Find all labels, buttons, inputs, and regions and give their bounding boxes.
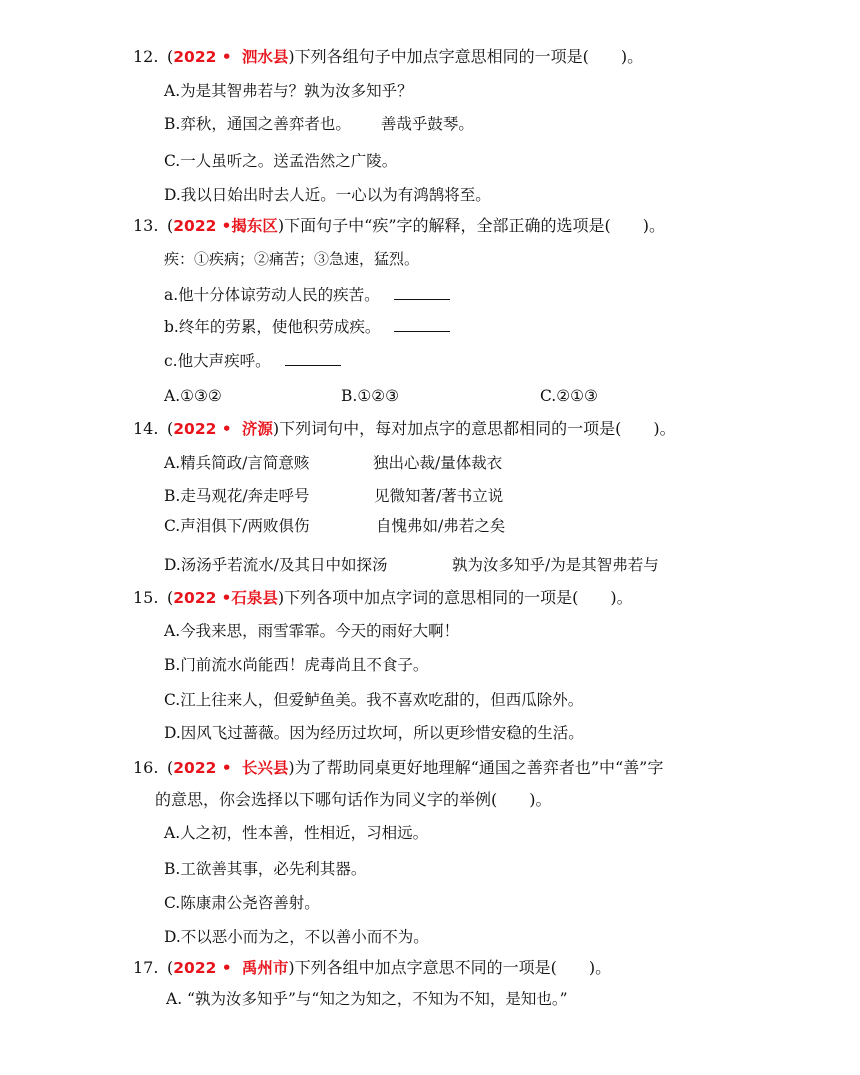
question-source-place: •揭东区 (221, 217, 278, 235)
choice-b: B.①②③ (341, 387, 400, 405)
question-text: 下列各组句子中加点字意思相同的一项是( )。 (294, 47, 644, 66)
question-source-place: 济源 (241, 420, 273, 438)
option-b-part2: 见微知著/著书立说 (374, 487, 504, 505)
question-number: 13. (133, 216, 159, 235)
question-source-year: 2022 • (173, 959, 232, 977)
question-number: 14. (133, 419, 159, 438)
question-16-stem: 16. (2022 • 长兴县)为了帮助同桌更好地理解“通国之善弈者也”中“善”字 (133, 758, 664, 777)
option-a: A. “孰为汝多知乎”与“知之为知之，不知为不知，是知也。” (166, 990, 568, 1008)
question-source-year: 2022 • (173, 420, 232, 438)
option-d: D.不以恶小而为之，不以善小而不为。 (164, 928, 429, 946)
option-b: B.走马观花/奔走呼号 (164, 487, 310, 505)
question-15-stem: 15. (2022 •石泉县)下列各项中加点字词的意思相同的一项是( )。 (133, 588, 633, 607)
question-source-place: 长兴县 (241, 759, 289, 777)
question-source-place: •石泉县 (221, 589, 278, 607)
option-b (164, 113, 474, 135)
question-13-stem: 13. (2022 •揭东区)下面句子中“疾”字的解释，全部正确的选项是( )。 (133, 216, 666, 235)
question-source-year: 2022 • (173, 759, 232, 777)
question-source-year: 2022 (173, 589, 217, 607)
question-source-place: 泗水县 (241, 48, 289, 66)
option-c: C.一人虽听之。送孟浩然之广陵。 (164, 152, 398, 170)
option-b: B.工欲善其事，必先利其器。 (164, 860, 367, 878)
option-b-part2: 善哉乎鼓琴。 (380, 115, 474, 133)
item-b (164, 316, 450, 338)
question-text: 下列各组中加点字意思不同的一项是( )。 (294, 958, 612, 977)
item-c (164, 350, 341, 372)
option-d: D.因风飞过蔷薇。因为经历过坎坷，所以更珍惜安稳的生活。 (164, 724, 584, 742)
item-a-text: a.他十分体谅劳动人民的疾苦。 (164, 286, 380, 304)
option-c: C.江上往来人，但爱鲈鱼美。我不喜欢吃甜的，但西瓜除外。 (164, 691, 584, 709)
question-17-stem: 17. (2022 • 禹州市)下列各组中加点字意思不同的一项是( )。 (133, 958, 612, 977)
question-16-stem-continued: 的意思，你会选择以下哪句话作为同义字的举例( )。 (155, 790, 552, 809)
question-12-stem: 12. (2022 • 泗水县)下列各组句子中加点字意思相同的一项是( )。 (133, 47, 644, 66)
answer-blank[interactable] (394, 285, 450, 300)
option-c: C.声泪俱下/两败俱伤 (164, 517, 310, 535)
question-source-year: 2022 (173, 217, 217, 235)
option-a-part2: 独出心裁/量体裁衣 (373, 454, 503, 472)
question-number: 15. (133, 588, 159, 607)
question-text: 为了帮助同桌更好地理解“通国之善弈者也”中“善”字 (294, 758, 664, 777)
choice-c: C.②①③ (540, 387, 598, 405)
option-a: A.今我来思，雨雪霏霏。今天的雨好大啊！ (164, 622, 460, 640)
item-b-text: b.终年的劳累，使他积劳成疾。 (164, 318, 381, 336)
option-d: D.汤汤乎若流水/及其日中如探汤 (164, 556, 388, 574)
question-source-place: 禹州市 (241, 959, 289, 977)
item-a (164, 284, 450, 306)
question-text: 下列各项中加点字词的意思相同的一项是( )。 (284, 588, 633, 607)
choice-a: A.①③② (164, 387, 222, 405)
question-number: 12. (133, 47, 159, 66)
question-text: 下面句子中“疾”字的解释，全部正确的选项是( )。 (284, 216, 666, 235)
option-a: A.人之初，性本善，性相近，习相远。 (164, 824, 429, 842)
question-text: 下列词句中，每对加点字的意思都相同的一项是( )。 (279, 419, 676, 438)
item-c-text: c.他大声疾呼。 (164, 352, 271, 370)
option-b: B.门前流水尚能西！虎毒尚且不食子。 (164, 656, 429, 674)
option-c-part2: 自愧弗如/弗若之矣 (376, 517, 506, 535)
option-a: A.为是其智弗若与？孰为汝多知乎？ (164, 82, 413, 100)
question-number: 16. (133, 758, 159, 777)
option-d: D.我以日始出时去人近。一心以为有鸿鹄将至。 (164, 186, 491, 204)
answer-blank[interactable] (285, 351, 341, 366)
option-c: C.陈康肃公尧咨善射。 (164, 894, 320, 912)
question-number: 17. (133, 958, 159, 977)
question-14-stem: 14. (2022 • 济源)下列词句中，每对加点字的意思都相同的一项是( )。 (133, 419, 676, 438)
option-d-part2: 孰为汝多知乎/为是其智弗若与 (452, 556, 659, 574)
answer-blank[interactable] (394, 317, 450, 332)
option-b-part1: B.弈秋，通国之善弈者也。 (164, 115, 351, 133)
question-source-year: 2022 • (173, 48, 232, 66)
definition-note: 疾：①疾病；②痛苦；③急速，猛烈。 (164, 250, 420, 268)
option-a: A.精兵简政/言简意赅 (164, 454, 310, 472)
